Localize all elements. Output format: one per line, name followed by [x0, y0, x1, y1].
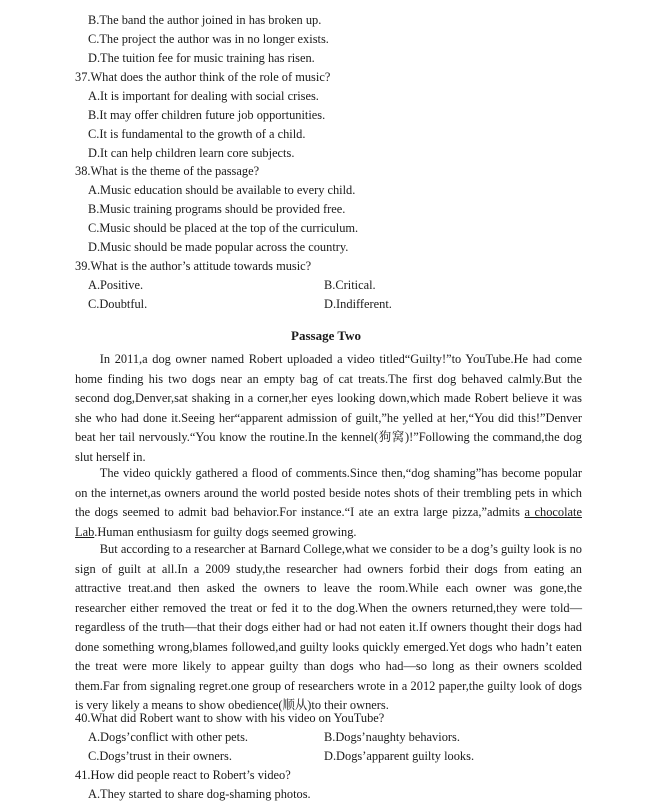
q39-option-c: C.Doubtful.: [88, 297, 148, 311]
q39-option-a: A.Positive.: [88, 278, 144, 292]
q40-option-d: D.Dogs’apparent guilty looks.: [324, 749, 475, 763]
paragraph-2-text-b: .Human enthusiasm for guilty dogs seemed growing.: [94, 524, 357, 539]
q40-stem: 40.What did Robert want to show with his video on YouTube?: [75, 711, 385, 725]
q38-option-b: B.Music training programs should be provided free.: [88, 202, 346, 216]
q41-option-a: A.They started to share dog-shaming photos.: [88, 787, 311, 801]
passage-title: Passage Two: [291, 328, 361, 343]
paragraph-3: But according to a researcher at Barnard College,what we consider to be a dog’s guilty look is no sign of guilt at all.In a 2009 study,the researcher had owners forbid their dogs from eating an attractive treat.and then asked the owners to leave the room.While each owner was gone,the researcher either removed the treat or fed it to the dog.When the owners returned,they were told—regardless of the truth—that their dogs either had or had not eaten it.If owners thought their dogs had done something wrong,blames followed,and guilty looks quickly emerged.Yet dogs who hadn’t eaten the treat were more likely to appear guilty than dogs who had—so long as their owners scolded them.Far from signaling regret.one group of researchers wrote in a 2012 paper,the guilty look of dogs is very likely a means to show obedience(顺从)to their owners.: [75, 542, 582, 712]
q37-option-a: A.It is important for dealing with social crises.: [88, 89, 319, 103]
q39-option-b: B.Critical.: [324, 278, 376, 292]
q38-option-c: C.Music should be placed at the top of the curriculum.: [88, 221, 359, 235]
q40-option-c: C.Dogs’trust in their owners.: [88, 749, 232, 763]
q36-option-b: B.The band the author joined in has broken up.: [88, 13, 322, 27]
underlined-phrase: a chocolate Lab: [75, 505, 582, 539]
q37-option-d: D.It can help children learn core subjects.: [88, 146, 295, 160]
q39-stem: 39.What is the author’s attitude towards music?: [75, 259, 312, 273]
q41-stem: 41.How did people react to Robert’s video?: [75, 768, 291, 782]
q40-option-b: B.Dogs’naughty behaviors.: [324, 730, 460, 744]
q38-option-a: A.Music education should be available to every child.: [88, 183, 356, 197]
q38-option-d: D.Music should be made popular across the country.: [88, 240, 349, 254]
q37-option-c: C.It is fundamental to the growth of a child.: [88, 127, 306, 141]
paragraph-2-text-a: The video quickly gathered a flood of comments.Since then,“dog shaming”has become popular on the internet,as owners around the world posted beside notes shots of their trembling pets in which the dogs seemed to admit bad behavior.For instance.“I ate an extra large pizza,”admits: [75, 466, 582, 519]
q39-option-d: D.Indifferent.: [324, 297, 392, 311]
q38-stem: 38.What is the theme of the passage?: [75, 164, 260, 178]
q37-stem: 37.What does the author think of the role of music?: [75, 70, 331, 84]
paragraph-2: [75, 464, 582, 542]
q40-option-a: A.Dogs’conflict with other pets.: [88, 730, 249, 744]
q36-option-c: C.The project the author was in no longer exists.: [88, 32, 329, 46]
q36-option-d: D.The tuition fee for music training has risen.: [88, 51, 315, 65]
q37-option-b: B.It may offer children future job opportunities.: [88, 108, 326, 122]
paragraph-1: In 2011,a dog owner named Robert uploaded a video titled“Guilty!”to YouTube.He had come home finding his two dogs near an empty bag of cat treats.The first dog behaved calmly.But the second dog,Denver,sat shaking in a corner,her eyes looking down,which made Robert believe it was she who had done it.Seeing her“apparent admission of guilt,”he yelled at her,“You did this!”Denver beat her tail nervously.“You know the routine.In the kennel(狗窝)!”Following the command,the dog slut herself in.: [75, 352, 582, 464]
